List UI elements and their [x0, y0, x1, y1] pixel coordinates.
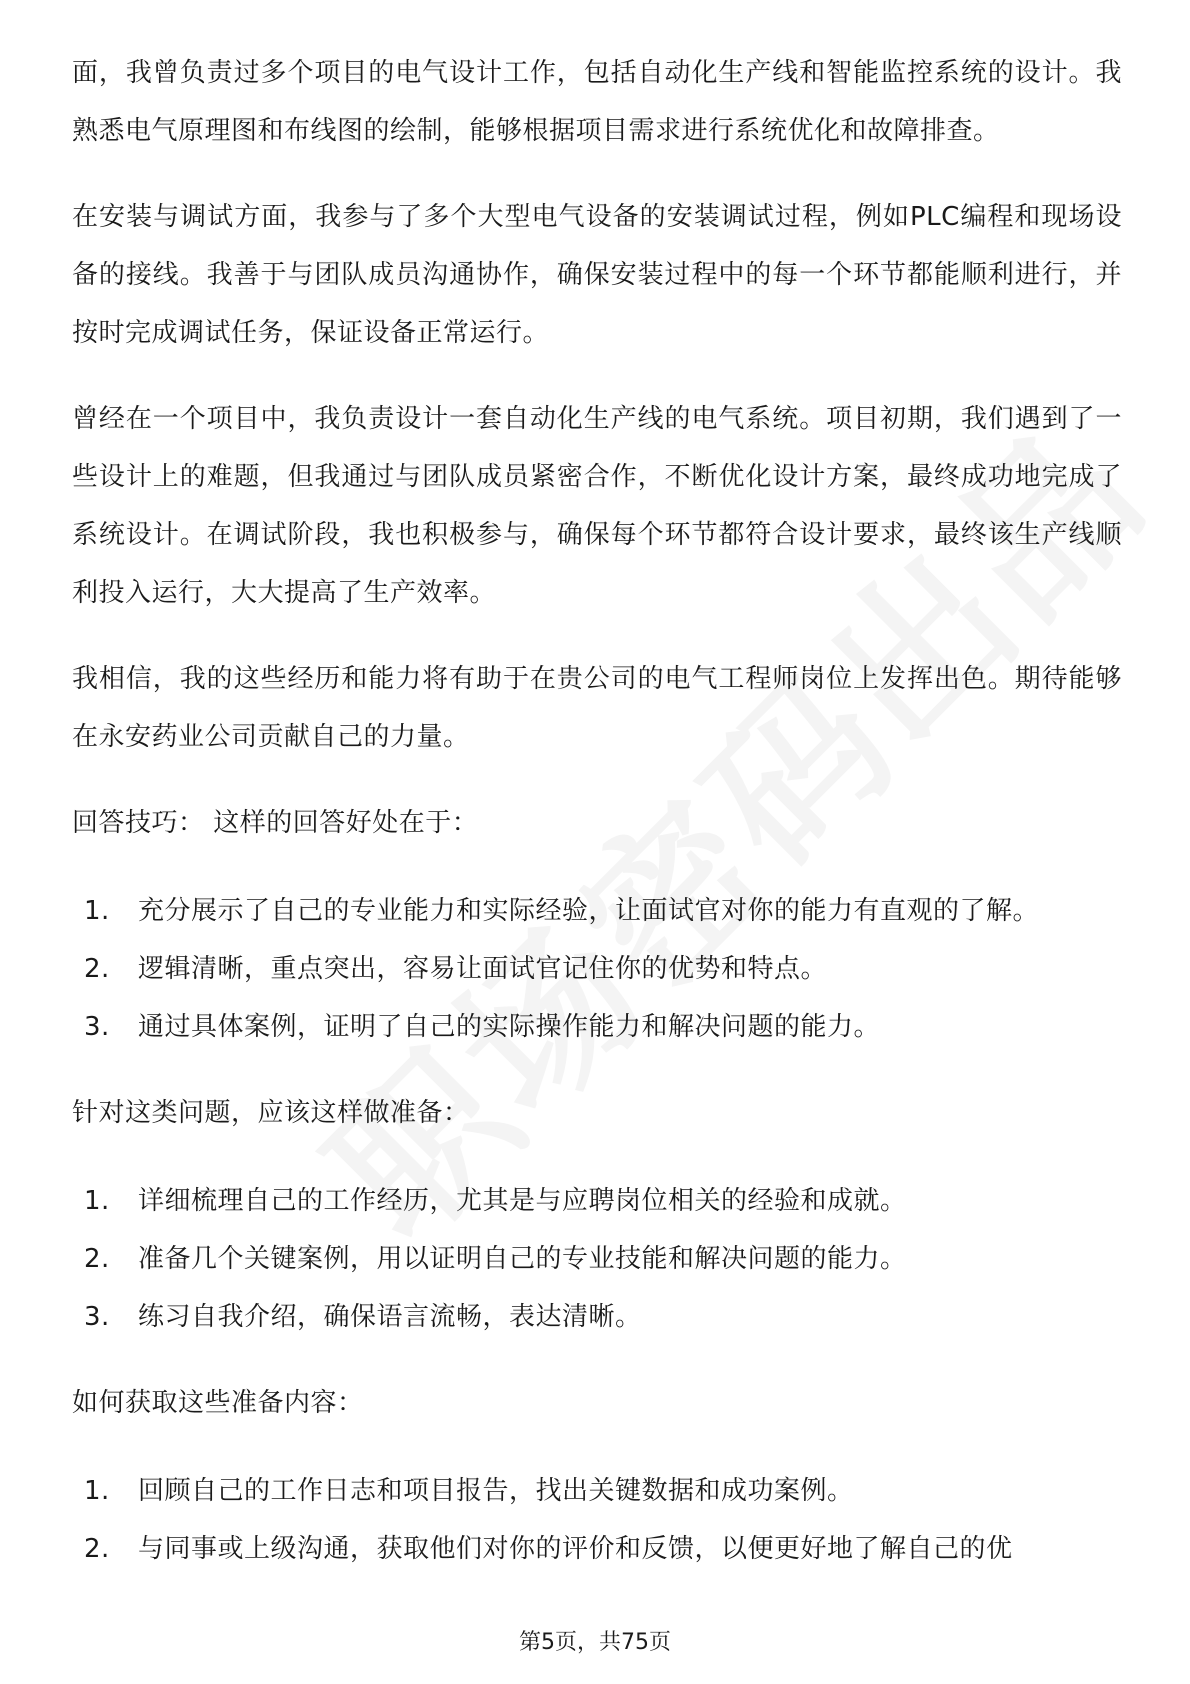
list-number: 1.	[84, 896, 110, 926]
obtain-list	[72, 1462, 1122, 1578]
paragraph-closing: 我相信，我的这些经历和能力将有助于在贵公司的电气工程师岗位上发挥出色。期待能够在永安药业公司贡献自己的力量。	[72, 664, 1122, 752]
prepare-heading: 针对这类问题，应该这样做准备：	[72, 1098, 470, 1128]
list-item	[72, 1230, 1122, 1288]
paragraph-design-experience: 面，我曾负责过多个项目的电气设计工作，包括自动化生产线和智能监控系统的设计。我熟悉电气原理图和布线图的绘制，能够根据项目需求进行系统优化和故障排查。	[72, 58, 1122, 146]
list-number: 3.	[84, 1012, 110, 1042]
list-number: 1.	[84, 1476, 110, 1506]
list-item	[72, 940, 1122, 998]
list-number: 1.	[84, 1186, 110, 1216]
list-item	[72, 1520, 1122, 1578]
list-item	[72, 882, 1122, 940]
list-text: 充分展示了自己的专业能力和实际经验，让面试官对你的能力有直观的了解。	[138, 896, 1040, 926]
paragraph-installation: 在安装与调试方面，我参与了多个大型电气设备的安装调试过程，例如PLC编程和现场设备的接线。我善于与团队成员沟通协作，确保安装过程中的每一个环节都能顺利进行，并按时完成调试任务，保证设备正常运行。	[72, 202, 1122, 348]
list-number: 2.	[84, 1244, 110, 1274]
list-item	[72, 1172, 1122, 1230]
list-item	[72, 998, 1122, 1056]
page-number: 第5页，共75页	[519, 1630, 671, 1655]
list-number: 3.	[84, 1302, 110, 1332]
list-text: 回顾自己的工作日志和项目报告，找出关键数据和成功案例。	[138, 1476, 854, 1506]
document-body	[72, 44, 1122, 1606]
list-text: 逻辑清晰，重点突出，容易让面试官记住你的优势和特点。	[138, 954, 828, 984]
list-item	[72, 1288, 1122, 1346]
list-number: 2.	[84, 1534, 110, 1564]
list-text: 与同事或上级沟通，获取他们对你的评价和反馈，以便更好地了解自己的优	[138, 1534, 1013, 1564]
paragraph-project-case: 曾经在一个项目中，我负责设计一套自动化生产线的电气系统。项目初期，我们遇到了一些设计上的难题，但我通过与团队成员紧密合作，不断优化设计方案，最终成功地完成了系统设计。在调试阶段，我也积极参与，确保每个环节都符合设计要求，最终该生产线顺利投入运行，大大提高了生产效率。	[72, 404, 1122, 608]
list-text: 准备几个关键案例，用以证明自己的专业技能和解决问题的能力。	[138, 1244, 907, 1274]
list-text: 练习自我介绍，确保语言流畅，表达清晰。	[138, 1302, 642, 1332]
list-number: 2.	[84, 954, 110, 984]
tips-list	[72, 882, 1122, 1056]
obtain-heading: 如何获取这些准备内容：	[72, 1388, 364, 1418]
list-item	[72, 1462, 1122, 1520]
prepare-list	[72, 1172, 1122, 1346]
tips-heading: 回答技巧： 这样的回答好处在于：	[72, 808, 479, 838]
list-text: 详细梳理自己的工作经历，尤其是与应聘岗位相关的经验和成就。	[138, 1186, 907, 1216]
list-text: 通过具体案例，证明了自己的实际操作能力和解决问题的能力。	[138, 1012, 881, 1042]
